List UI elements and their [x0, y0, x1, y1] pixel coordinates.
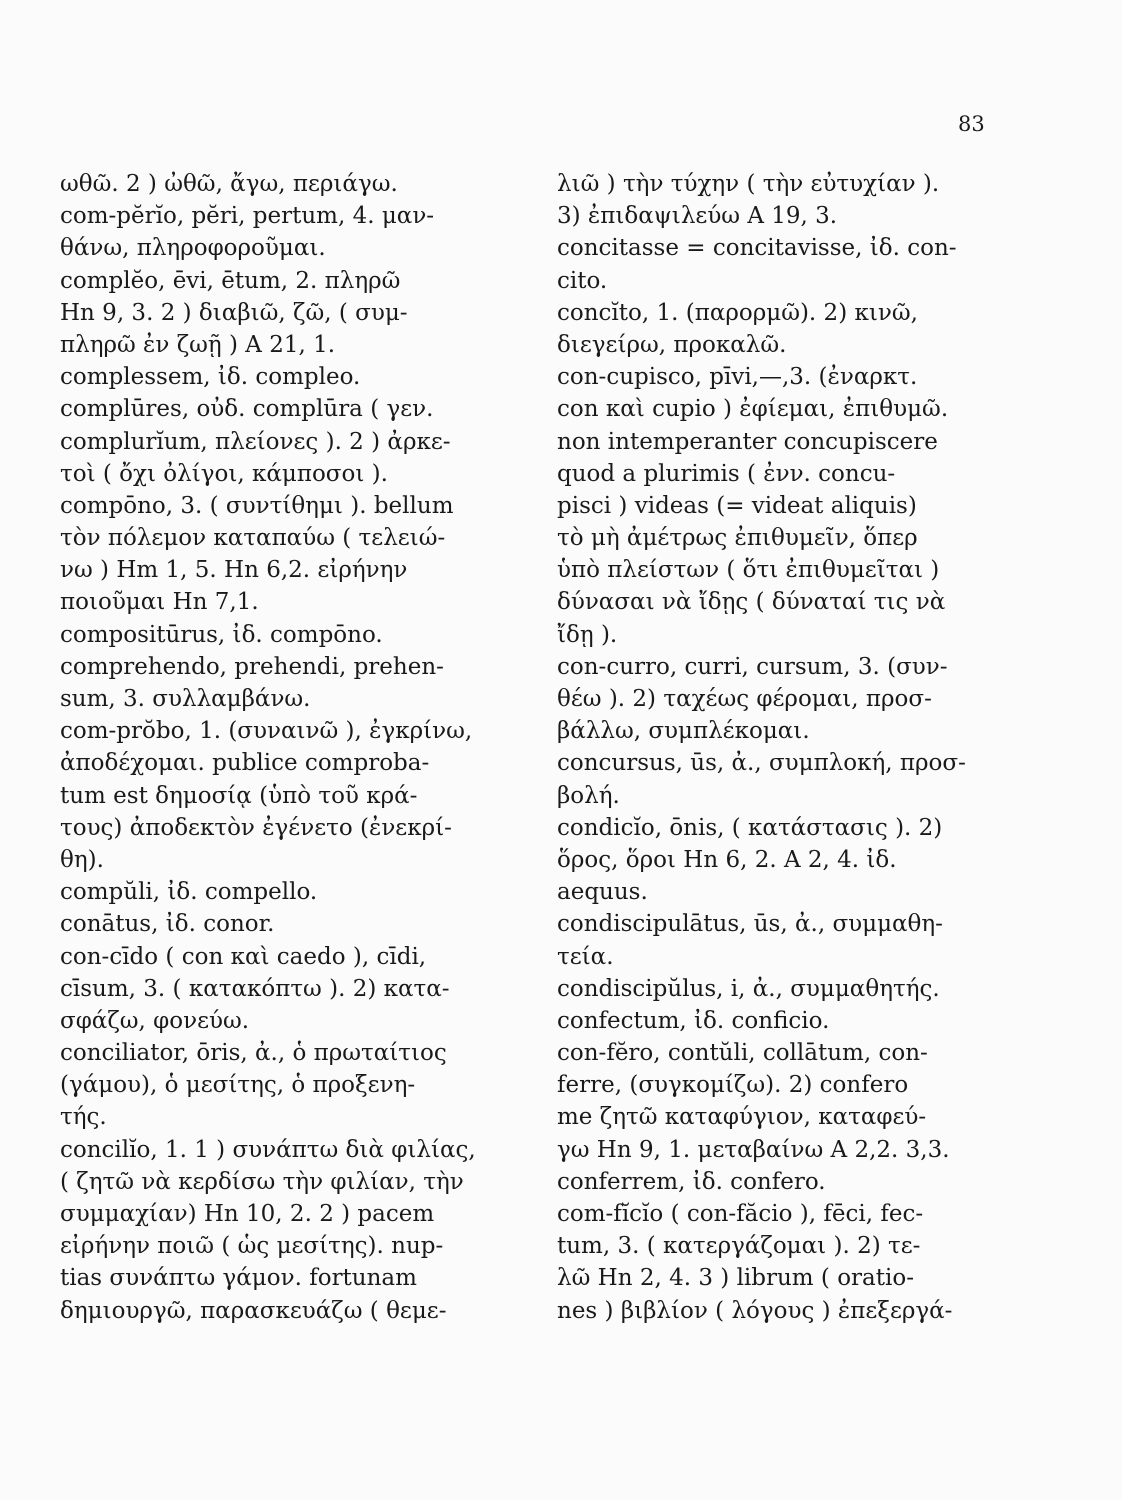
entry-line: τεία.	[557, 943, 614, 970]
entry-line: com-pĕrĭo, pĕri, pertum, 4. μαν-	[60, 203, 435, 230]
entry-line: σφάζω, φονεύω.	[60, 1007, 250, 1034]
entry-line: δημιουργῶ, παρασκευάζω ( θεμε-	[60, 1297, 447, 1324]
entry-line: con-fĕro, contŭli, collātum, con-	[557, 1040, 928, 1067]
entry-line: λιῶ ) τὴν τύχην ( τὴν εὐτυχίαν ).	[557, 171, 940, 197]
entry-line: conciliator, ōris, ἀ., ὁ πρωταίτιος	[60, 1040, 447, 1067]
entry-line: me ζητῶ καταφύγιον, καταφεύ-	[557, 1104, 927, 1131]
entry-line: ἀποδέχομαι. publice comproba-	[60, 750, 430, 777]
entry-line: complurĭum, πλείονες ). 2 ) ἀρκε-	[60, 428, 451, 455]
entry-line: νω ) Hm 1, 5. Hn 6,2. εἰρήνην	[60, 557, 408, 584]
entry-line: concitasse = concitavisse, ἰδ. con-	[557, 235, 957, 262]
entry-line: pisci ) videas (= videat aliquis)	[557, 492, 917, 519]
entry-line: γω Hn 9, 1. μεταβαίνω A 2,2. 3,3.	[557, 1136, 950, 1163]
entry-line: cīsum, 3. ( κατακόπτω ). 2) κατα-	[60, 975, 450, 1002]
entry-line: 3) ἐπιδαψιλεύω A 19, 3.	[557, 203, 838, 230]
entry-line: complessem, ἰδ. compleo.	[60, 364, 361, 391]
entry-line: διεγείρω, προκαλῶ.	[557, 331, 787, 358]
page-number: 83	[958, 112, 985, 136]
entry-line: δύνασαι νὰ ἴδῃς ( δύναταί τις νὰ	[557, 589, 946, 616]
entry-line: complūres, οὐδ. complūra ( γεν.	[60, 396, 434, 423]
entry-line: quod a plurimis ( ἐνν. concu-	[557, 460, 896, 487]
entry-line: comprehendo, prehendi, prehen-	[60, 653, 444, 680]
entry-line: confectum, ἰδ. conficio.	[557, 1007, 830, 1034]
entry-line: con-cupisco, pīvi,—,3. (ἐναρκτ.	[557, 364, 918, 391]
entry-line: βολή.	[557, 782, 620, 809]
entry-line: condiscipŭlus, i, ἀ., συμμαθητής.	[557, 975, 940, 1002]
entry-line: τοὶ ( ὄχι ὀλίγοι, κάμποσοι ).	[60, 460, 388, 487]
entry-line: concilĭo, 1. 1 ) συνάπτω διὰ φιλίας,	[60, 1136, 476, 1163]
left-column	[60, 168, 522, 1327]
entry-line: non intemperanter concupiscere	[557, 428, 938, 455]
entry-line: ( ζητῶ νὰ κερδίσω τὴν φιλίαν, τὴν	[60, 1168, 464, 1195]
entry-line: aequus.	[557, 879, 648, 906]
entry-line: nes ) βιβλίον ( λόγους ) ἐπεξεργά-	[557, 1297, 953, 1324]
entry-line: ferre, (συγκομίζω). 2) confero	[557, 1072, 909, 1099]
entry-line: συμμαχίαν) Hn 10, 2. 2 ) pacem	[60, 1201, 435, 1227]
entry-line: (γάμου), ὁ μεσίτης, ὁ προξενη-	[60, 1072, 416, 1099]
entry-line: τὸ μὴ ἀμέτρως ἐπιθυμεῖν, ὅπερ	[557, 525, 918, 552]
entry-line: conātus, ἰδ. conor.	[60, 911, 275, 938]
entry-line: con καὶ cupio ) ἐφίεμαι, ἐπιθυμῶ.	[557, 396, 949, 423]
entry-line: con-curro, curri, cursum, 3. (συν-	[557, 653, 948, 680]
entry-line: conferrem, ἰδ. confero.	[557, 1168, 826, 1195]
entry-line: ὑπὸ πλείστων ( ὅτι ἐπιθυμεῖται )	[557, 557, 940, 584]
entry-line: condiscipulātus, ūs, ἀ., συμμαθη-	[557, 911, 943, 938]
right-column	[557, 168, 987, 1327]
entry-line: com-prŏbo, 1. (συναινῶ ), ἐγκρίνω,	[60, 718, 473, 745]
entry-line: τής.	[60, 1104, 107, 1131]
entry-line: θη).	[60, 846, 104, 873]
entry-line: ἴδῃ ).	[557, 621, 618, 648]
entry-line: θάνω, πληροφοροῦμαι.	[60, 235, 326, 262]
entry-line: θέω ). 2) ταχέως φέρομαι, προσ-	[557, 686, 932, 712]
entry-line: Hn 9, 3. 2 ) διαβιῶ, ζῶ, ( συμ-	[60, 299, 408, 326]
entry-line: λῶ Hn 2, 4. 3 ) librum ( oratio-	[557, 1265, 914, 1292]
entry-line: tias συνάπτω γάμον. fortunam	[60, 1265, 417, 1292]
entry-line: complĕo, ēvi, ētum, 2. πληρῶ	[60, 267, 401, 294]
entry-line: com-fĭcĭo ( con-făcio ), fēci, fec-	[557, 1201, 924, 1227]
entry-line: ὅρος, ὅροι Hn 6, 2. A 2, 4. ἰδ.	[557, 846, 897, 873]
entry-line: sum, 3. συλλαμβάνω.	[60, 686, 311, 712]
entry-line: concursus, ūs, ἀ., συμπλοκή, προσ-	[557, 750, 966, 777]
entry-line: concĭto, 1. (παρορμῶ). 2) κινῶ,	[557, 299, 918, 326]
entry-line: condicĭo, ōnis, ( κατάστασις ). 2)	[557, 814, 943, 841]
entry-line: εἰρήνην ποιῶ ( ὡς μεσίτης). nup-	[60, 1233, 444, 1260]
entry-line: compōno, 3. ( συντίθημι ). bellum	[60, 492, 454, 519]
entry-line: tum est δημοσίᾳ (ὑπὸ τοῦ κρά-	[60, 782, 418, 809]
entry-line: con-cīdo ( con καὶ caedo ), cīdi,	[60, 943, 427, 970]
entry-line: τὸν πόλεμον καταπαύω ( τελειώ-	[60, 525, 446, 552]
entry-line: βάλλω, συμπλέκομαι.	[557, 718, 810, 745]
entry-line: compŭli, ἰδ. compello.	[60, 879, 318, 906]
entry-line: πληρῶ ἐν ζωῇ ) A 21, 1.	[60, 331, 336, 358]
entry-line: ωθῶ. 2 ) ὠθῶ, ἄγω, περιάγω.	[60, 171, 398, 197]
entry-line: compositūrus, ἰδ. compōno.	[60, 621, 383, 648]
entry-line: ποιοῦμαι Hn 7,1.	[60, 589, 259, 616]
entry-line: tum, 3. ( κατεργάζομαι ). 2) τε-	[557, 1233, 921, 1260]
entry-line: τους) ἀποδεκτὸν ἐγένετο (ἐνεκρί-	[60, 814, 452, 841]
entry-line: cito.	[557, 267, 608, 294]
